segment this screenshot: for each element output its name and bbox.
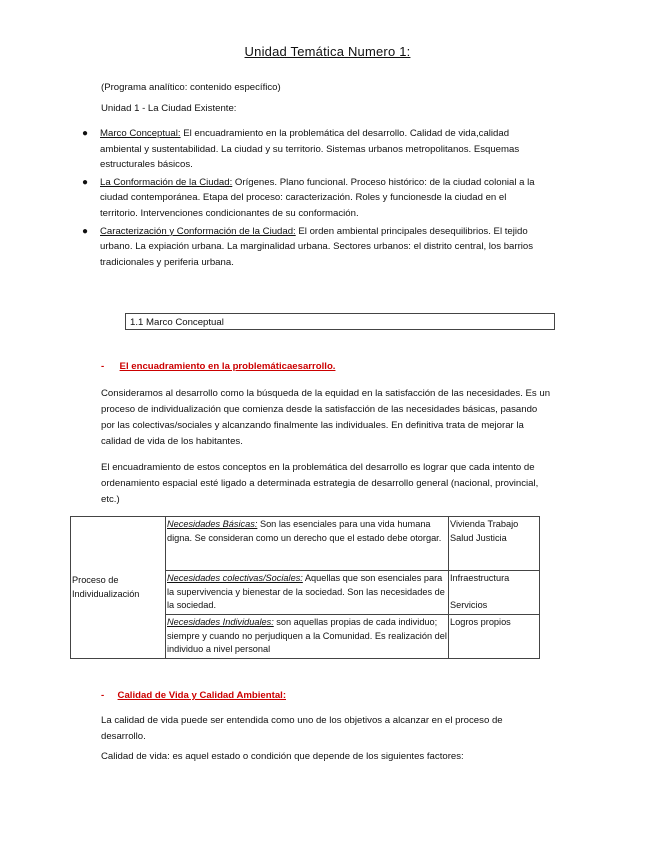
- page-title: Unidad Temática Numero 1:: [244, 44, 411, 59]
- bullet-icon: ●: [82, 176, 89, 188]
- needs-table: [70, 516, 540, 659]
- bullet-icon: ●: [82, 128, 89, 139]
- paragraph-factores: Calidad de vida: es aquel estado o condición que depende de los siguientes factores:: [101, 751, 464, 762]
- heading-dash: -: [101, 690, 105, 701]
- section-heading-calidad: [101, 690, 286, 701]
- bullet-label: La Conformación de la Ciudad:: [100, 176, 233, 188]
- heading-dash: -: [101, 361, 105, 372]
- bullet-text: El orden ambiental principales desequilibrios. El tejido urbano. La expiación urbana. La marginalidad urbana. Sectores urbanos: el distrito central, los barrios tradicionales y periferia urbana.: [100, 225, 534, 268]
- need-text: son aquellas propias de cada individuo; siempre y cuando no perjudiquen a la Comunidad. Es realización del individuo a nivel personal: [167, 617, 447, 654]
- heading-label: El encuadramiento en la problemáticaesarrollo.: [119, 361, 336, 372]
- need-cell: [166, 615, 449, 659]
- process-label-cell: [71, 517, 166, 659]
- program-subtitle: (Programa analítico: contenido específico): [101, 82, 281, 93]
- need-label: Necesidades Individuales:: [167, 617, 274, 627]
- examples-cell: Infraestructura Servicios: [449, 571, 540, 615]
- examples-cell: Logros propios: [449, 615, 540, 659]
- bullet-text: El encuadramiento en la problemática del desarrollo. Calidad de vida,calidad ambiental y sustentabilidad. La ciudad y su territorio. Sistemas urbanos metropolitanos. Esquemas estructurales básicos.: [100, 128, 520, 171]
- topic-list: [82, 126, 541, 272]
- list-item: [82, 175, 541, 222]
- paragraph-calidad-vida: La calidad de vida puede ser entendida como uno de los objetivos a alcanzar en el proceso de desarrollo.: [101, 715, 503, 742]
- list-item: [82, 224, 541, 271]
- need-cell: [166, 571, 449, 615]
- need-label: Necesidades colectivas/Sociales:: [167, 573, 303, 583]
- heading-label: Calidad de Vida y Calidad Ambiental:: [117, 690, 287, 701]
- paragraph-encuadramiento: El encuadramiento de estos conceptos en la problemática del desarrollo es lograr que cada intento de ordenamiento espacial esté ligado a determinada estrategia de desarrollo general (nacional, provincial, etc.): [101, 462, 539, 505]
- paragraph-desarrollo: Consideramos al desarrollo como la búsqueda de la equidad en la satisfacción de las necesidades. Es un proceso de individualización que comienza desde la satisfacción de las necesidades básicas, pasando por las colectivas/sociales y alcanzando finalmente las individuales. En definitiva trata de mejorar la calidad de vida de los habitantes.: [101, 388, 551, 447]
- section-heading-encuadramiento: [101, 361, 335, 372]
- section-box: 1.1 Marco Conceptual: [125, 313, 555, 330]
- need-cell: [166, 517, 449, 571]
- bullet-text: Orígenes. Plano funcional. Proceso histórico: de la ciudad colonial a la ciudad contemporánea. Etapa del proceso: caracterización. Roles y funcionesde la ciudad en el territorio. Intervenciones condicionantes de su conformación.: [100, 176, 535, 219]
- need-text: Son las esenciales para una vida humana digna. Se consideran como un derecho que el estado debe otorgar.: [167, 519, 442, 543]
- list-item: [82, 126, 541, 173]
- table-row: [71, 517, 540, 571]
- need-label: Necesidades Básicas:: [167, 519, 258, 529]
- examples-cell: Vivienda Trabajo Salud Justicia: [449, 517, 540, 571]
- bullet-label: Marco Conceptual:: [100, 128, 181, 139]
- unit-heading: Unidad 1 - La Ciudad Existente:: [101, 103, 237, 114]
- process-label: Proceso de Individualización: [72, 575, 140, 599]
- need-text: Aquellas que son esenciales para la supervivencia y bienestar de la sociedad. Son las necesidades de la sociedad.: [167, 573, 445, 610]
- bullet-icon: ●: [82, 225, 89, 237]
- bullet-label: Caracterización y Conformación de la Ciudad:: [100, 225, 296, 237]
